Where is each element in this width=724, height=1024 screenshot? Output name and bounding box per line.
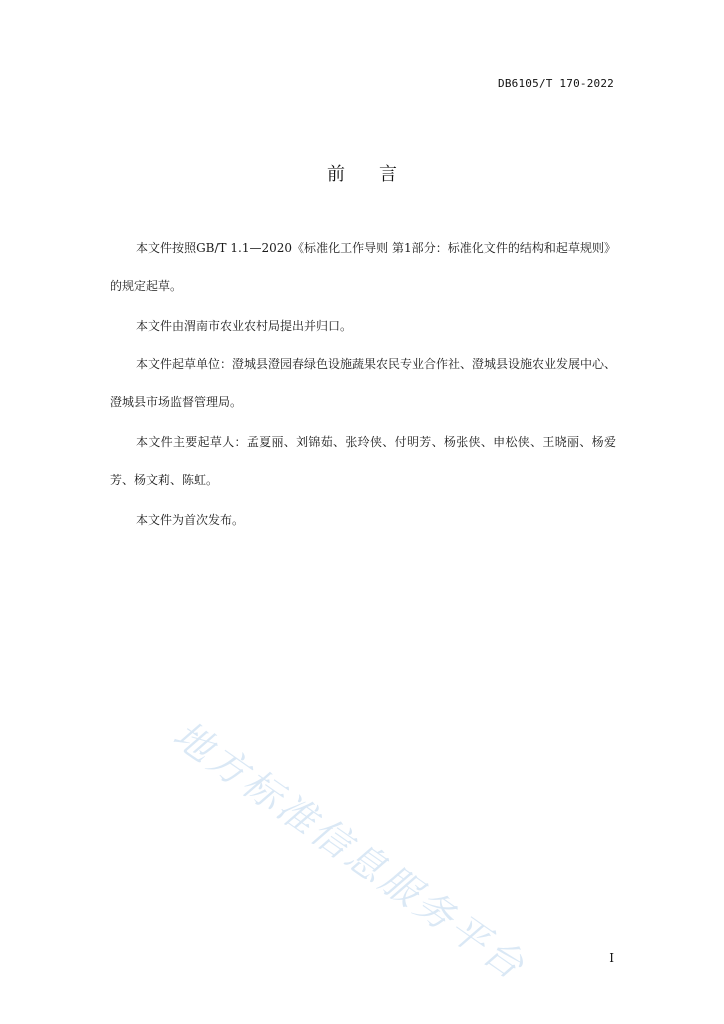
page-number: I	[609, 951, 614, 965]
paragraph-drafting-rules: 本文件按照GB/T 1.1—2020《标准化工作导则 第1部分：标准化文件的结构和起草规则》的规定起草。	[110, 241, 616, 293]
paragraph-drafters: 本文件主要起草人：孟夏丽、刘锦茹、张玲侠、付明芳、杨张侠、申松侠、王晓丽、杨爱芳、杨文莉、陈虹。	[110, 435, 616, 487]
paragraph-drafting-units: 本文件起草单位：澄城县澄园春绿色设施蔬果农民专业合作社、澄城县设施农业发展中心、澄城县市场监督管理局。	[110, 357, 617, 409]
paragraph-first-release: 本文件为首次发布。	[136, 513, 245, 527]
section-heading: 前言	[327, 164, 431, 185]
paragraph-proposer: 本文件由渭南市农业农村局提出并归口。	[136, 319, 353, 333]
watermark: 地方标准信息服务平台	[165, 712, 535, 990]
document-code: DB6105/T 170-2022	[498, 77, 614, 90]
